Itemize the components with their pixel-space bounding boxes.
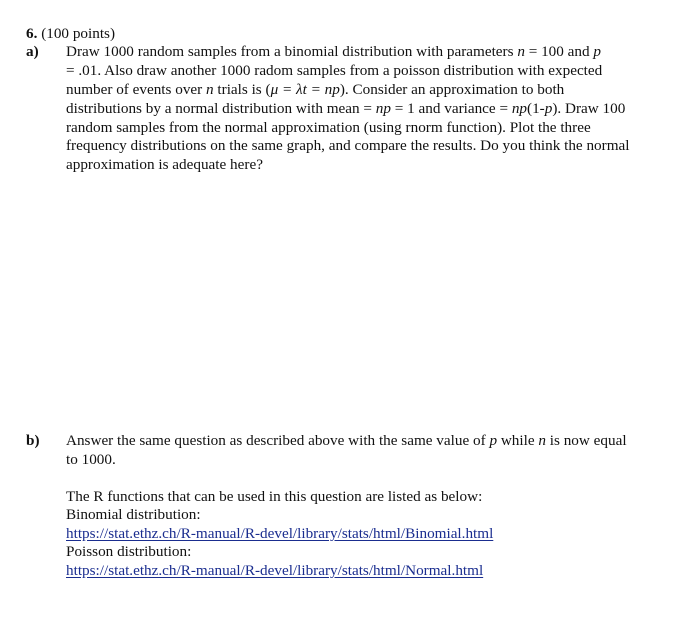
binomial-label: Binomial distribution: bbox=[66, 506, 201, 523]
question-header bbox=[26, 25, 115, 43]
question-points: (100 points) bbox=[41, 25, 116, 42]
binomial-link-line bbox=[66, 525, 493, 543]
part-a-label: a) bbox=[26, 43, 39, 60]
binomial-link[interactable]: https://stat.ethz.ch/R-manual/R-devel/library/stats/html/Binomial.html bbox=[66, 525, 494, 542]
part-a-line-3: number of events over n trials is (μ = λt = np). Consider an approximation to both bbox=[66, 81, 565, 98]
part-a-line-7: approximation is adequate here? bbox=[66, 156, 263, 173]
formula-mu: μ = λt = np bbox=[270, 81, 340, 98]
normal-link-line bbox=[66, 562, 483, 580]
part-b-line-1: Answer the same question as described above with the same value of p while n is now equal bbox=[66, 432, 627, 449]
poisson-label: Poisson distribution: bbox=[66, 543, 192, 560]
part-a-line-2: = .01. Also draw another 1000 radom samples from a poisson distribution with expected bbox=[66, 62, 603, 79]
part-a-line-5: random samples from the normal approximation (using rnorm function). Plot the three bbox=[66, 119, 591, 136]
part-a-line-4: distributions by a normal distribution with mean = np = 1 and variance = np(1-p). Draw 100 bbox=[66, 100, 626, 117]
part-a-line-6: frequency distributions on the same graph, and compare the results. Do you think the normal bbox=[66, 137, 630, 154]
r-functions-intro: The R functions that can be used in this question are listed as below: bbox=[66, 488, 483, 505]
question-number: 6. bbox=[26, 25, 38, 42]
part-a-line-1: Draw 1000 random samples from a binomial distribution with parameters n = 100 and p bbox=[66, 43, 601, 60]
part-b-line-2: to 1000. bbox=[66, 451, 116, 468]
part-b-label: b) bbox=[26, 432, 40, 449]
normal-link[interactable]: https://stat.ethz.ch/R-manual/R-devel/library/stats/html/Normal.html bbox=[66, 562, 484, 579]
